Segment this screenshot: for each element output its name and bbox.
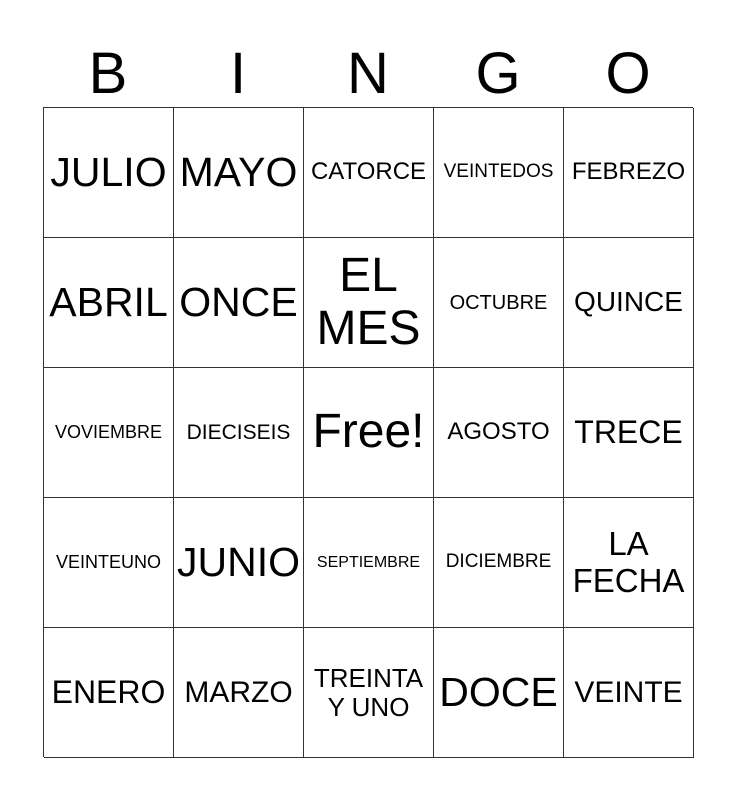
bingo-cell[interactable] [434, 238, 564, 368]
bingo-cell[interactable] [174, 628, 304, 758]
cell-label: EL MES [316, 248, 421, 355]
bingo-cell[interactable] [44, 108, 174, 238]
bingo-cell[interactable] [434, 498, 564, 628]
bingo-cell[interactable] [564, 238, 694, 368]
bingo-cell[interactable] [564, 628, 694, 758]
bingo-cell[interactable] [174, 238, 304, 368]
bingo-cell[interactable] [44, 628, 174, 758]
cell-label: AGOSTO [447, 418, 550, 446]
bingo-header [43, 40, 693, 108]
bingo-cell[interactable] [174, 498, 304, 628]
header-letter-n: N [347, 41, 389, 106]
bingo-cell[interactable] [304, 238, 434, 368]
bingo-cell[interactable] [44, 368, 174, 498]
cell-label: CATORCE [310, 158, 427, 186]
cell-label: ABRIL [49, 278, 168, 325]
cell-label: VEINTE [574, 676, 683, 709]
header-letter-o: O [605, 41, 651, 106]
header-letter-i: I [229, 41, 247, 106]
cell-label: JULIO [50, 148, 167, 195]
cell-label: DIECISEIS [186, 420, 291, 444]
bingo-cell[interactable] [174, 108, 304, 238]
cell-label: QUINCE [574, 286, 683, 318]
cell-label: VEINTEUNO [55, 551, 161, 572]
cell-label: MAYO [179, 148, 298, 195]
cell-label: TRECE [574, 413, 683, 450]
bingo-cell[interactable] [44, 238, 174, 368]
free-space-cell[interactable] [304, 368, 434, 498]
bingo-cell[interactable] [564, 368, 694, 498]
bingo-cell[interactable] [434, 108, 564, 238]
cell-label: Free! [312, 405, 425, 459]
bingo-cell[interactable] [304, 628, 434, 758]
bingo-cell[interactable] [44, 498, 174, 628]
cell-label: MARZO [184, 676, 293, 709]
cell-label: SEPTIEMBRE [316, 553, 421, 571]
cell-label: ONCE [179, 278, 298, 325]
cell-label: LA FECHA [572, 525, 685, 599]
cell-label: VOVIEMBRE [54, 421, 163, 442]
header-letter-g: G [475, 41, 521, 106]
cell-label: DICIEMBRE [445, 551, 552, 573]
bingo-cell[interactable] [434, 368, 564, 498]
bingo-cell[interactable] [304, 108, 434, 238]
cell-label: VEINTEDOS [443, 161, 554, 183]
cell-label: TREINTA Y UNO [313, 662, 424, 722]
bingo-cell[interactable] [174, 368, 304, 498]
bingo-cell[interactable] [564, 108, 694, 238]
header-letter-b: B [88, 41, 128, 106]
cell-label: DOCE [439, 668, 558, 715]
cell-label: OCTUBRE [449, 291, 548, 314]
bingo-board [43, 107, 693, 757]
cell-label: FEBREZO [571, 158, 686, 186]
cell-label: ENERO [51, 673, 166, 710]
cell-label: JUNIO [177, 538, 300, 585]
bingo-cell[interactable] [564, 498, 694, 628]
bingo-cell[interactable] [434, 628, 564, 758]
bingo-cell[interactable] [304, 498, 434, 628]
